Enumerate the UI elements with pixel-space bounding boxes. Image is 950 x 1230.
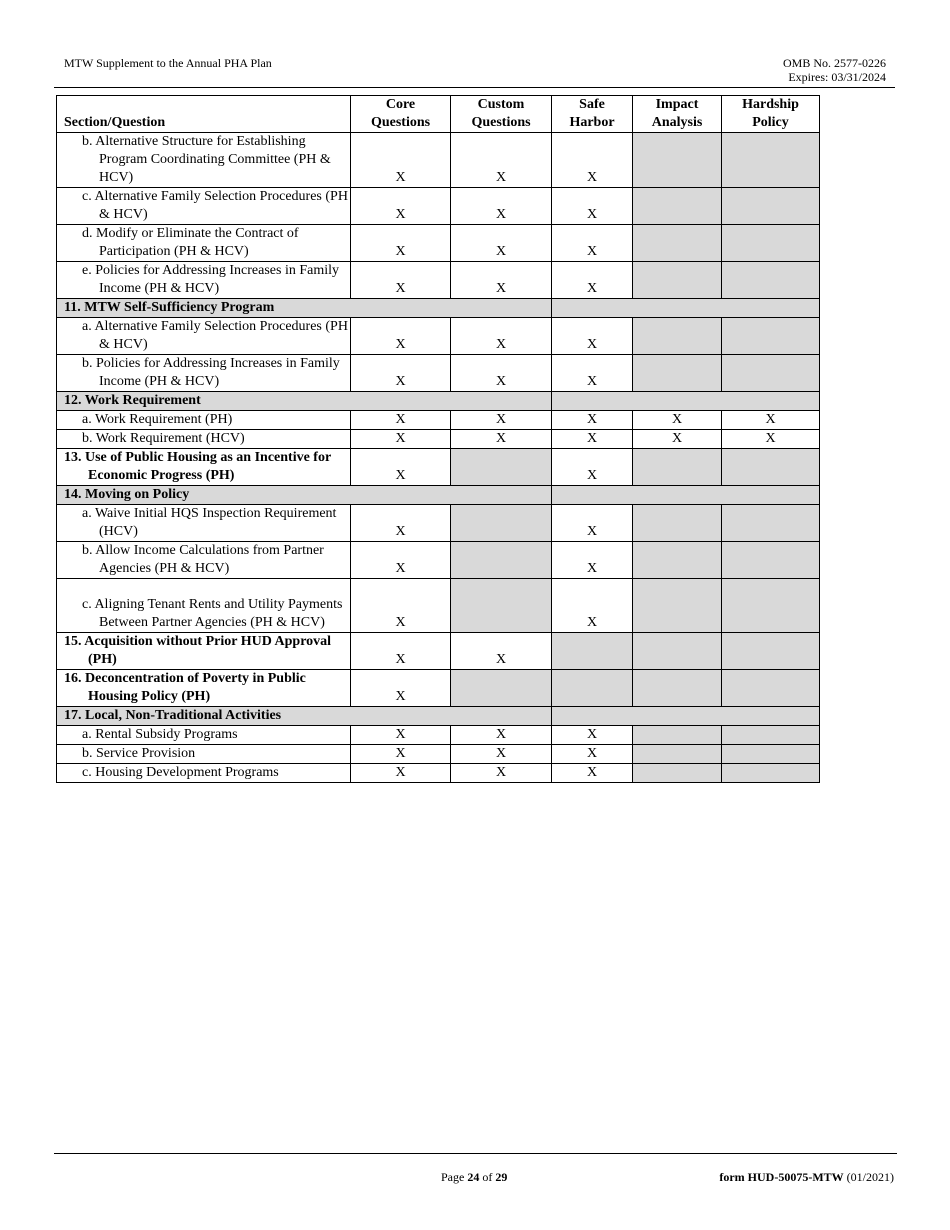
custom-mark: X xyxy=(451,133,552,188)
shaded-cell xyxy=(722,262,820,299)
col-header-safe-harbor: Safe Harbor xyxy=(552,96,633,133)
shaded-cell xyxy=(451,449,552,486)
safe-harbor-mark: X xyxy=(552,745,633,764)
header-rule xyxy=(54,87,895,88)
safe-harbor-mark: X xyxy=(552,726,633,745)
safe-harbor-mark: X xyxy=(552,262,633,299)
shaded-cell xyxy=(451,670,552,707)
shaded-cell xyxy=(552,486,820,505)
shaded-cell xyxy=(722,225,820,262)
custom-mark: X xyxy=(451,225,552,262)
shaded-cell xyxy=(633,262,722,299)
shaded-cell xyxy=(633,670,722,707)
footer-rule xyxy=(54,1153,897,1154)
header-omb-block xyxy=(783,56,886,84)
shaded-cell xyxy=(722,542,820,579)
row-label: e. Policies for Addressing Increases in Family Income (PH & HCV) xyxy=(82,263,340,296)
core-mark: X xyxy=(351,262,451,299)
shaded-cell xyxy=(451,579,552,633)
core-mark: X xyxy=(351,318,451,355)
table-row xyxy=(57,449,820,486)
core-mark: X xyxy=(351,542,451,579)
custom-mark: X xyxy=(451,745,552,764)
core-mark: X xyxy=(351,745,451,764)
row-label: b. Allow Income Calculations from Partner Agencies (PH & HCV) xyxy=(82,543,324,576)
core-mark: X xyxy=(351,633,451,670)
table-row xyxy=(57,225,820,262)
core-mark: X xyxy=(351,764,451,783)
row-label: 15. Acquisition without Prior HUD Approval (PH) xyxy=(64,634,332,667)
table-row xyxy=(57,542,820,579)
table-row xyxy=(57,133,820,188)
mtw-activities-table xyxy=(56,95,820,783)
section-label: 11. MTW Self-Sufficiency Program xyxy=(64,300,275,315)
row-label: b. Work Requirement (HCV) xyxy=(82,431,245,446)
safe-harbor-mark: X xyxy=(552,355,633,392)
shaded-cell xyxy=(722,764,820,783)
form-id: form HUD-50075-MTW (01/2021) xyxy=(719,1170,894,1184)
row-label: c. Housing Development Programs xyxy=(82,765,279,780)
shaded-cell xyxy=(633,745,722,764)
shaded-cell xyxy=(722,579,820,633)
section-row xyxy=(57,299,820,318)
table-row xyxy=(57,726,820,745)
shaded-cell xyxy=(633,542,722,579)
core-mark: X xyxy=(351,670,451,707)
shaded-cell xyxy=(552,299,820,318)
shaded-cell xyxy=(633,355,722,392)
shaded-cell xyxy=(633,726,722,745)
core-mark: X xyxy=(351,411,451,430)
shaded-cell xyxy=(552,707,820,726)
col-header-custom: Custom Questions xyxy=(451,96,552,133)
header-title: MTW Supplement to the Annual PHA Plan xyxy=(64,56,272,70)
shaded-cell xyxy=(722,318,820,355)
row-label: a. Waive Initial HQS Inspection Requirement (HCV) xyxy=(82,506,337,539)
col-header-hardship: Hardship Policy xyxy=(722,96,820,133)
table-row xyxy=(57,188,820,225)
safe-harbor-mark: X xyxy=(552,505,633,542)
custom-mark: X xyxy=(451,355,552,392)
section-row xyxy=(57,392,820,411)
shaded-cell xyxy=(633,188,722,225)
safe-harbor-mark: X xyxy=(552,318,633,355)
shaded-cell xyxy=(451,542,552,579)
expiration-date: Expires: 03/31/2024 xyxy=(788,70,886,84)
section-label: 17. Local, Non-Traditional Activities xyxy=(64,708,282,723)
row-label: b. Alternative Structure for Establishing Program Coordinating Committee (PH & HCV) xyxy=(82,134,331,185)
shaded-cell xyxy=(451,505,552,542)
shaded-cell xyxy=(633,225,722,262)
shaded-cell xyxy=(552,670,633,707)
row-label: d. Modify or Eliminate the Contract of Participation (PH & HCV) xyxy=(82,226,299,259)
impact-mark: X xyxy=(633,411,722,430)
row-label: b. Policies for Addressing Increases in Family Income (PH & HCV) xyxy=(82,356,340,389)
page-number: Page 24 of 29 xyxy=(441,1170,508,1184)
shaded-cell xyxy=(633,633,722,670)
omb-number: OMB No. 2577-0226 xyxy=(782,56,886,70)
custom-mark: X xyxy=(451,764,552,783)
row-label: a. Work Requirement (PH) xyxy=(82,412,233,427)
custom-mark: X xyxy=(451,633,552,670)
shaded-cell xyxy=(722,745,820,764)
section-label: 12. Work Requirement xyxy=(64,393,201,408)
shaded-cell xyxy=(722,505,820,542)
shaded-cell xyxy=(633,764,722,783)
shaded-cell xyxy=(633,449,722,486)
core-mark: X xyxy=(351,430,451,449)
shaded-cell xyxy=(552,633,633,670)
row-label: c. Alternative Family Selection Procedures (PH & HCV) xyxy=(82,189,348,222)
impact-mark: X xyxy=(633,430,722,449)
table-header-row xyxy=(57,96,820,133)
custom-mark: X xyxy=(451,188,552,225)
shaded-cell xyxy=(633,505,722,542)
shaded-cell xyxy=(722,449,820,486)
row-label: a. Rental Subsidy Programs xyxy=(82,727,238,742)
row-label: c. Aligning Tenant Rents and Utility Payments Between Partner Agencies (PH & HCV) xyxy=(82,597,343,630)
safe-harbor-mark: X xyxy=(552,764,633,783)
safe-harbor-mark: X xyxy=(552,133,633,188)
hardship-mark: X xyxy=(722,411,820,430)
shaded-cell xyxy=(633,318,722,355)
table-row xyxy=(57,430,820,449)
section-row xyxy=(57,707,820,726)
table-row xyxy=(57,764,820,783)
shaded-cell xyxy=(633,579,722,633)
row-label: 16. Deconcentration of Poverty in Public Housing Policy (PH) xyxy=(64,671,306,704)
custom-mark: X xyxy=(451,411,552,430)
shaded-cell xyxy=(722,355,820,392)
section-label: 14. Moving on Policy xyxy=(64,487,190,502)
shaded-cell xyxy=(722,188,820,225)
table-row xyxy=(57,262,820,299)
hardship-mark: X xyxy=(722,430,820,449)
row-label: 13. Use of Public Housing as an Incentive for Economic Progress (PH) xyxy=(64,450,331,483)
shaded-cell xyxy=(722,726,820,745)
safe-harbor-mark: X xyxy=(552,449,633,486)
row-label: a. Alternative Family Selection Procedures (PH & HCV) xyxy=(82,319,348,352)
custom-mark: X xyxy=(451,726,552,745)
custom-mark: X xyxy=(451,318,552,355)
table-row xyxy=(57,670,820,707)
core-mark: X xyxy=(351,225,451,262)
core-mark: X xyxy=(351,449,451,486)
core-mark: X xyxy=(351,505,451,542)
safe-harbor-mark: X xyxy=(552,411,633,430)
table-row xyxy=(57,355,820,392)
custom-mark: X xyxy=(451,262,552,299)
core-mark: X xyxy=(351,355,451,392)
shaded-cell xyxy=(722,670,820,707)
table-row xyxy=(57,745,820,764)
core-mark: X xyxy=(351,579,451,633)
safe-harbor-mark: X xyxy=(552,188,633,225)
safe-harbor-mark: X xyxy=(552,579,633,633)
table-row xyxy=(57,411,820,430)
safe-harbor-mark: X xyxy=(552,542,633,579)
col-header-impact: Impact Analysis xyxy=(633,96,722,133)
shaded-cell xyxy=(722,133,820,188)
core-mark: X xyxy=(351,726,451,745)
safe-harbor-mark: X xyxy=(552,225,633,262)
core-mark: X xyxy=(351,133,451,188)
custom-mark: X xyxy=(451,430,552,449)
table-row xyxy=(57,579,820,633)
table-row xyxy=(57,318,820,355)
col-header-core: Core Questions xyxy=(351,96,451,133)
row-label: b. Service Provision xyxy=(82,746,196,761)
table-row xyxy=(57,633,820,670)
shaded-cell xyxy=(552,392,820,411)
core-mark: X xyxy=(351,188,451,225)
col-header-section: Section/Question xyxy=(57,96,351,133)
safe-harbor-mark: X xyxy=(552,430,633,449)
shaded-cell xyxy=(722,633,820,670)
section-row xyxy=(57,486,820,505)
table-row xyxy=(57,505,820,542)
shaded-cell xyxy=(633,133,722,188)
